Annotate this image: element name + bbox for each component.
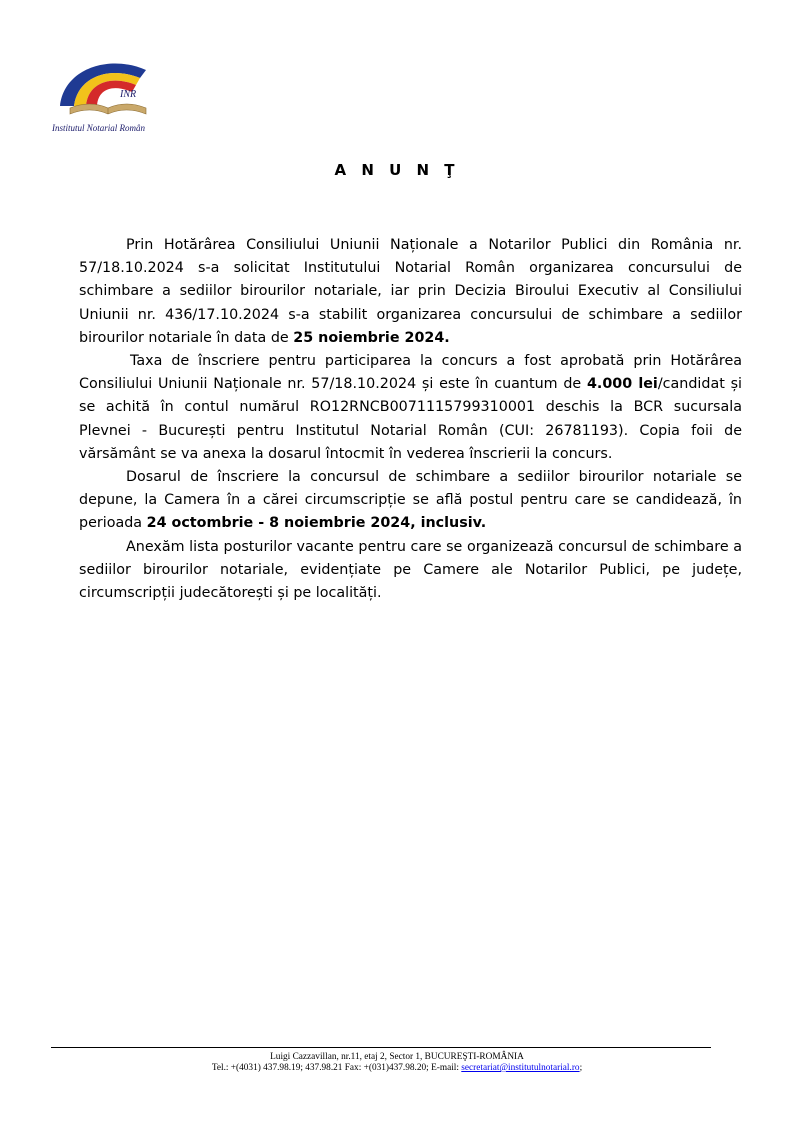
logo-caption: Institutul Notarial Român xyxy=(52,123,146,133)
announcement-body xyxy=(79,234,742,605)
exam-date: 25 noiembrie 2024. xyxy=(293,329,450,346)
paragraph-1-text: Prin Hotărârea Consiliului Uniunii Naționale a Notarilor Publici din România nr. 57/18.10.2024 s-a solicitat Institutului Notarial Român organizarea concursului de schimbare a sediilor birourilor notariale, iar prin Decizia Biroului Executiv al Consiliului Uniunii nr. 436/17.10.2024 s-a stabilit organizarea concursului de schimbare a sediilor birourilor notariale în data de xyxy=(79,237,742,346)
registration-period: 24 octombrie - 8 noiembrie 2024, inclusiv. xyxy=(146,515,487,532)
paragraph-2-text-a: Taxa de înscriere pentru participarea la concurs a fost aprobată prin Hotărârea Consiliului Uniunii Naționale nr. 57/18.10.2024 și este în cuantum de xyxy=(79,353,742,393)
paragraph-2 xyxy=(79,350,742,466)
footer-divider xyxy=(51,1047,711,1048)
footer-contact-text: Tel.: +(4031) 437.98.19; 437.98.21 Fax: +(031)437.98.20; E-mail: xyxy=(211,1063,462,1073)
footer-address: Luigi Cazzavillan, nr.11, etaj 2, Sector 1, BUCUREŞTI-ROMÂNIA xyxy=(270,1052,524,1062)
paragraph-3 xyxy=(79,466,742,536)
fee-amount: 4.000 lei xyxy=(586,376,658,393)
paragraph-2-text-b: /candidat și se achită în contul numărul RO12RNCB0071115799310001 deschis la BCR sucursala Plevnei - București pentru Institutul Notarial Român (CUI: 26781193). Copia foii de vărsământ se va anexa la dosarul întocmit în vederea înscrierii la concurs. xyxy=(79,376,742,462)
page-title: A N U N Ţ xyxy=(334,161,460,179)
paragraph-4 xyxy=(79,536,742,606)
paragraph-4-text: Anexăm lista posturilor vacante pentru care se organizează concursul de schimbare a sediilor birourilor notariale, evidențiate pe Camere ale Notarilor Publici, pe județe, circumscripții judecătorești și pe localități. xyxy=(79,538,742,602)
footer-contact-suffix: ; xyxy=(579,1063,583,1073)
footer xyxy=(0,1052,794,1074)
logo-initials: INR xyxy=(120,89,137,100)
email-link[interactable]: secretariat@institutulnotarial.ro xyxy=(461,1063,580,1073)
paragraph-3-text: Dosarul de înscriere la concursul de schimbare a sediilor birourilor notariale se depune, la Camera în a cărei circumscripție se află postul pentru care se candidează, în perioada xyxy=(79,469,742,532)
footer-contact xyxy=(0,1063,794,1074)
paragraph-1 xyxy=(79,234,742,350)
